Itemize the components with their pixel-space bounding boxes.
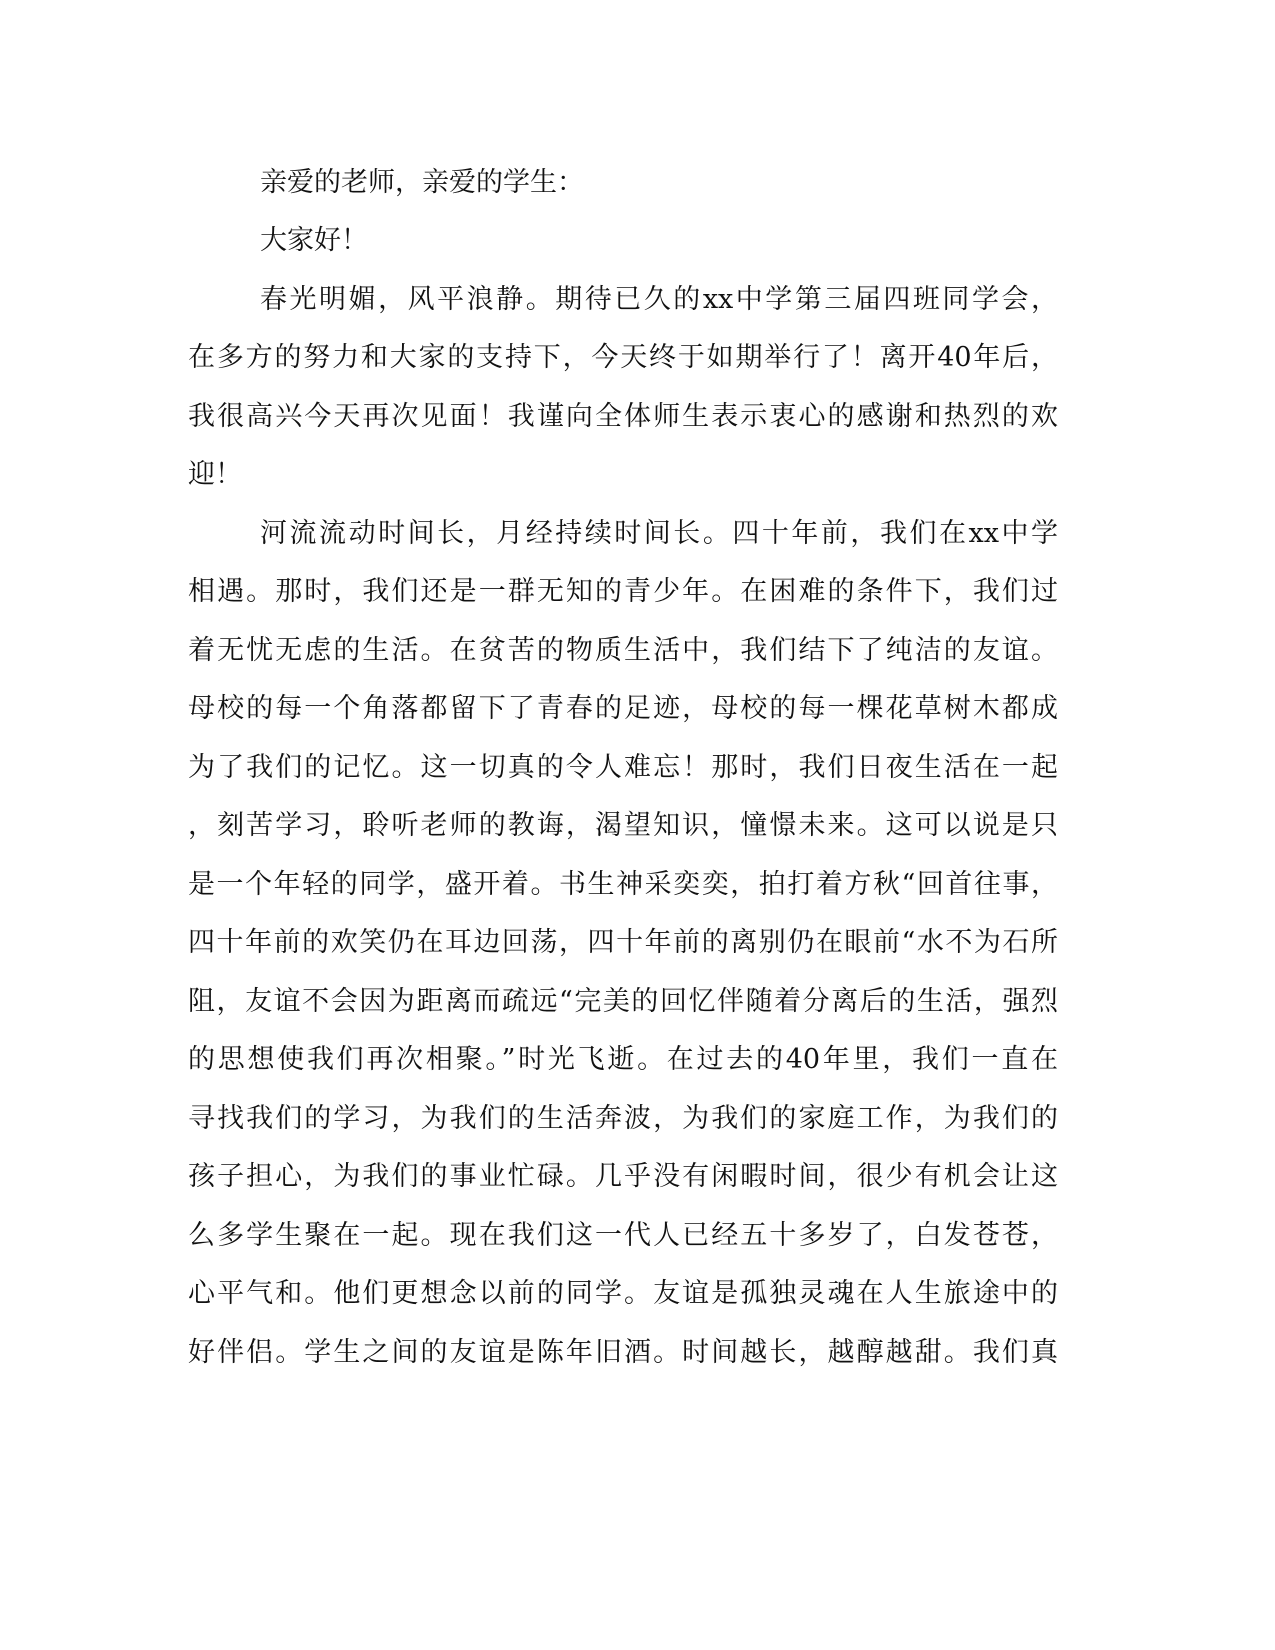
paragraph-1-line-3: 我很高兴今天再次见面！我谨向全体师生表示衷心的感谢和热烈的欢 [188, 401, 1058, 432]
paragraph-2-line-4: 母校的每一个角落都留下了青春的足迹，母校的每一棵花草树木都成 [188, 693, 1058, 724]
paragraph-2-line-6: ，刻苦学习，聆听老师的教诲，渴望知识，憧憬未来。这可以说是只 [188, 810, 1058, 841]
paragraph-2-line-10: 的思想使我们再次相聚。”时光飞逝。在过去的40年里，我们一直在 [188, 1044, 1058, 1075]
paragraph-2-line-5: 为了我们的记忆。这一切真的令人难忘！那时，我们日夜生活在一起 [188, 752, 1058, 783]
paragraph-2-line-9: 阻，友谊不会因为距离而疏远“完美的回忆伴随着分离后的生活，强烈 [188, 986, 1058, 1017]
paragraph-2-line-15: 好伴侣。学生之间的友谊是陈年旧酒。时间越长，越醇越甜。我们真 [188, 1337, 1058, 1368]
paragraph-2-line-3: 着无忧无虑的生活。在贫苦的物质生活中，我们结下了纯洁的友谊。 [188, 635, 1058, 666]
paragraph-2-line-13: 么多学生聚在一起。现在我们这一代人已经五十多岁了，白发苍苍， [188, 1220, 1058, 1251]
paragraph-2-line-11: 寻找我们的学习，为我们的生活奔波，为我们的家庭工作，为我们的 [188, 1103, 1058, 1134]
paragraph-2-line-12: 孩子担心，为我们的事业忙碌。几乎没有闲暇时间，很少有机会让这 [188, 1161, 1058, 1192]
paragraph-2-line-8: 四十年前的欢笑仍在耳边回荡，四十年前的离别仍在眼前“水不为石所 [188, 927, 1058, 958]
paragraph-2-line-2: 相遇。那时，我们还是一群无知的青少年。在困难的条件下，我们过 [188, 576, 1058, 607]
paragraph-2-line-1: 河流流动时间长，月经持续时间长。四十年前，我们在xx中学 [260, 518, 1058, 549]
greeting-line: 亲爱的老师，亲爱的学生： [260, 167, 584, 198]
paragraph-2-line-14: 心平气和。他们更想念以前的同学。友谊是孤独灵魂在人生旅途中的 [188, 1278, 1058, 1309]
paragraph-2-line-7: 是一个年轻的同学，盛开着。书生神采奕奕，拍打着方秋“回首往事， [188, 869, 1058, 900]
paragraph-1-line-4: 迎！ [188, 459, 242, 490]
salutation-line: 大家好！ [260, 225, 368, 256]
paragraph-1-line-1: 春光明媚，风平浪静。期待已久的xx中学第三届四班同学会， [260, 284, 1058, 315]
paragraph-1-line-2: 在多方的努力和大家的支持下，今天终于如期举行了！离开40年后， [188, 342, 1058, 373]
